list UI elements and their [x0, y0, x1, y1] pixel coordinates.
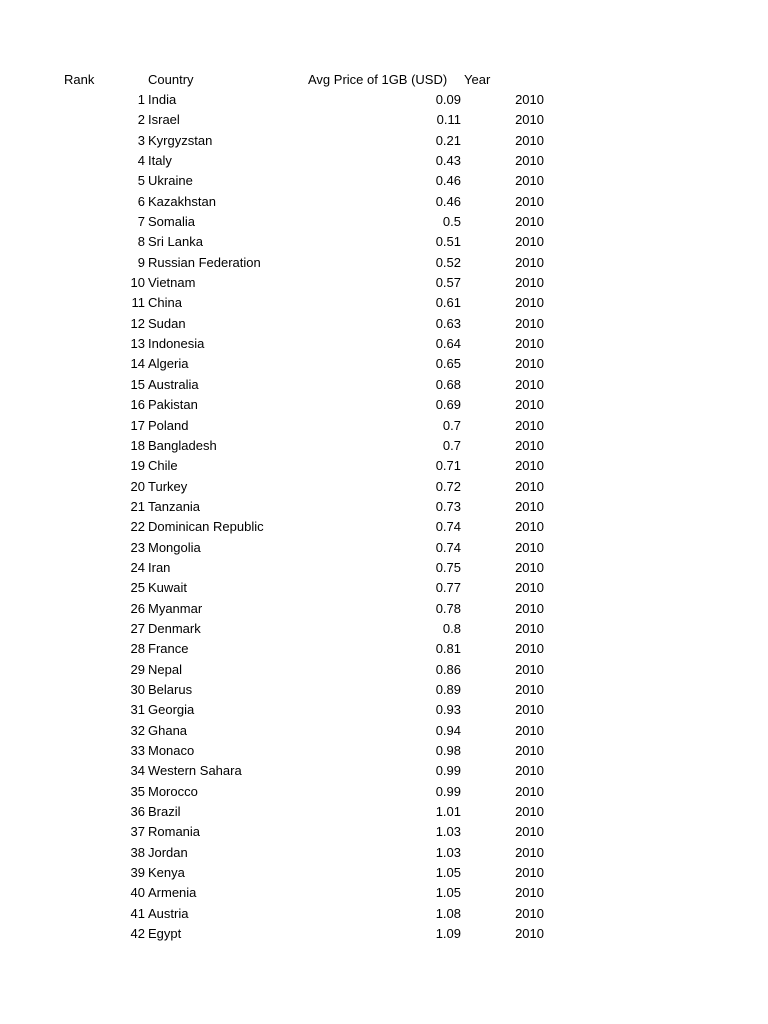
country-cell: Mongolia: [148, 539, 201, 555]
price-cell: 0.99: [435, 783, 461, 799]
year-cell: 2010: [515, 681, 544, 697]
table-row: [0, 639, 768, 659]
table-row: [0, 558, 768, 578]
country-cell: Pakistan: [148, 397, 198, 413]
table-row: [0, 171, 768, 191]
year-cell: 2010: [515, 783, 544, 799]
table-row: [0, 741, 768, 761]
rank-cell: 27: [130, 620, 145, 636]
country-cell: Belarus: [148, 681, 193, 697]
country-cell: Bangladesh: [148, 437, 217, 453]
country-cell: Chile: [148, 458, 178, 474]
rank-cell: 31: [130, 702, 145, 718]
table-row: [0, 273, 768, 293]
header-country: Country: [148, 72, 194, 87]
country-cell: Nepal: [148, 661, 182, 677]
rank-cell: 13: [130, 336, 145, 352]
year-cell: 2010: [515, 600, 544, 616]
rank-cell: 36: [130, 804, 145, 820]
year-cell: 2010: [515, 153, 544, 169]
country-cell: Tanzania: [148, 498, 201, 514]
year-cell: 2010: [515, 539, 544, 555]
year-cell: 2010: [515, 417, 544, 433]
year-cell: 2010: [515, 193, 544, 209]
price-cell: 0.21: [435, 132, 461, 148]
rank-cell: 29: [130, 661, 145, 677]
year-cell: 2010: [515, 905, 544, 921]
price-cell: 1.01: [435, 804, 461, 820]
price-cell: 1.03: [435, 824, 461, 840]
year-cell: 2010: [515, 336, 544, 352]
country-cell: Brazil: [148, 804, 181, 820]
country-cell: Jordan: [148, 844, 188, 860]
year-cell: 2010: [515, 254, 544, 270]
year-cell: 2010: [515, 315, 544, 331]
rank-cell: 37: [130, 824, 145, 840]
year-cell: 2010: [515, 397, 544, 413]
rank-cell: 10: [130, 275, 145, 291]
rank-cell: 22: [130, 519, 145, 535]
year-cell: 2010: [515, 804, 544, 820]
table-row: [0, 517, 768, 537]
country-cell: Kuwait: [148, 580, 188, 596]
price-cell: 0.43: [435, 153, 461, 169]
country-cell: Sudan: [148, 315, 186, 331]
year-cell: 2010: [515, 763, 544, 779]
country-cell: Armenia: [148, 885, 197, 901]
rank-cell: 19: [130, 458, 145, 474]
year-cell: 2010: [515, 376, 544, 392]
country-cell: Indonesia: [148, 336, 205, 352]
country-cell: Ukraine: [148, 173, 193, 189]
country-cell: India: [148, 92, 177, 107]
country-cell: Myanmar: [148, 600, 203, 616]
rank-cell: 26: [130, 600, 145, 616]
price-cell: 1.09: [435, 926, 461, 942]
price-cell: 0.61: [435, 295, 461, 311]
rank-cell: 7: [137, 214, 145, 230]
year-cell: 2010: [515, 356, 544, 372]
year-cell: 2010: [515, 112, 544, 128]
country-cell: Italy: [148, 153, 172, 169]
header-rank: Rank: [64, 72, 95, 87]
rank-cell: 23: [130, 539, 145, 555]
table-row: [0, 883, 768, 903]
price-cell: 0.57: [435, 275, 461, 291]
rank-cell: 5: [137, 173, 145, 189]
price-cell: 0.93: [435, 702, 461, 718]
price-cell: 0.99: [435, 763, 461, 779]
rank-cell: 33: [130, 743, 145, 758]
year-cell: 2010: [515, 661, 544, 677]
price-cell: 0.64: [435, 336, 461, 352]
country-cell: Kenya: [148, 865, 185, 881]
rank-cell: 24: [130, 559, 145, 575]
price-cell: 0.5: [442, 214, 461, 230]
table-row: [0, 863, 768, 883]
table-row: [0, 131, 768, 151]
table-row: [0, 924, 768, 944]
year-cell: 2010: [515, 173, 544, 189]
price-cell: 0.77: [435, 580, 461, 596]
table-row: [0, 375, 768, 395]
rank-cell: 9: [137, 254, 145, 270]
price-cell: 0.74: [435, 539, 461, 555]
country-cell: France: [148, 641, 189, 657]
country-cell: Ghana: [148, 722, 188, 738]
price-cell: 0.46: [435, 193, 461, 209]
table-row: [0, 822, 768, 842]
price-cell: 0.81: [435, 641, 461, 657]
year-cell: 2010: [515, 926, 544, 942]
price-cell: 0.65: [435, 356, 461, 372]
table-row: [0, 761, 768, 781]
country-cell: Kazakhstan: [148, 193, 216, 209]
rank-cell: 25: [130, 580, 145, 596]
rank-cell: 32: [130, 722, 145, 738]
rank-cell: 20: [130, 478, 145, 494]
rank-cell: 8: [137, 234, 145, 250]
price-cell: 0.7: [442, 437, 461, 453]
price-cell: 0.89: [435, 681, 461, 697]
country-cell: Western Sahara: [148, 763, 242, 779]
header-row: [0, 70, 768, 90]
table-row: [0, 680, 768, 700]
year-cell: 2010: [515, 885, 544, 901]
price-cell: 1.08: [435, 905, 461, 921]
table-row: [0, 395, 768, 415]
price-cell: 0.63: [435, 315, 461, 331]
data-table: [0, 70, 768, 944]
country-cell: Dominican Republic: [148, 519, 264, 535]
price-cell: 0.98: [435, 743, 461, 758]
table-row: [0, 456, 768, 476]
price-cell: 0.94: [435, 722, 461, 738]
country-cell: Turkey: [148, 478, 188, 494]
year-cell: 2010: [515, 702, 544, 718]
year-cell: 2010: [515, 824, 544, 840]
year-cell: 2010: [515, 275, 544, 291]
price-cell: 1.03: [435, 844, 461, 860]
table-row: [0, 212, 768, 232]
country-cell: Denmark: [148, 620, 201, 636]
rank-cell: 30: [130, 681, 145, 697]
table-row: [0, 293, 768, 313]
year-cell: 2010: [515, 722, 544, 738]
year-cell: 2010: [515, 844, 544, 860]
country-cell: Sri Lanka: [148, 234, 203, 250]
rank-cell: 3: [137, 132, 145, 148]
rank-cell: 35: [130, 783, 145, 799]
table-row: [0, 192, 768, 212]
rank-cell: 38: [130, 844, 145, 860]
table-row: [0, 843, 768, 863]
price-cell: 0.69: [435, 397, 461, 413]
country-cell: Austria: [148, 905, 189, 921]
price-cell: 0.71: [435, 458, 461, 474]
price-cell: 0.72: [435, 478, 461, 494]
rank-cell: 4: [137, 153, 145, 169]
price-cell: 0.8: [442, 620, 461, 636]
year-cell: 2010: [515, 132, 544, 148]
price-cell: 0.74: [435, 519, 461, 535]
rank-cell: 21: [130, 498, 145, 514]
country-cell: Israel: [148, 112, 180, 128]
table-row: [0, 660, 768, 680]
country-cell: Georgia: [148, 702, 195, 718]
year-cell: 2010: [515, 620, 544, 636]
country-cell: Vietnam: [148, 275, 196, 291]
country-cell: Egypt: [148, 926, 182, 942]
table-row: [0, 619, 768, 639]
price-cell: 0.52: [435, 254, 461, 270]
price-cell: 0.51: [435, 234, 461, 250]
price-cell: 0.75: [435, 559, 461, 575]
table-row: [0, 253, 768, 273]
year-cell: 2010: [515, 295, 544, 311]
country-cell: Somalia: [148, 214, 195, 230]
table-row: [0, 599, 768, 619]
country-cell: Romania: [148, 824, 201, 840]
country-cell: Kyrgyzstan: [148, 132, 213, 148]
table-row: [0, 700, 768, 720]
rank-cell: 14: [130, 356, 145, 372]
rank-cell: 1: [137, 92, 145, 107]
year-cell: 2010: [515, 234, 544, 250]
price-cell: 0.68: [435, 376, 461, 392]
table-row: [0, 436, 768, 456]
year-cell: 2010: [515, 641, 544, 657]
rank-cell: 41: [130, 905, 145, 921]
rank-cell: 34: [130, 763, 145, 779]
rank-cell: 16: [130, 397, 145, 413]
price-cell: 0.11: [436, 112, 461, 128]
rank-cell: 12: [130, 315, 145, 331]
price-cell: 0.46: [435, 173, 461, 189]
rank-cell: 17: [130, 417, 145, 433]
table-row: [0, 904, 768, 924]
table-row: [0, 538, 768, 558]
table-row: [0, 721, 768, 741]
country-cell: Monaco: [148, 743, 195, 758]
year-cell: 2010: [515, 865, 544, 881]
table-row: [0, 354, 768, 374]
rank-cell: 11: [131, 295, 145, 311]
year-cell: 2010: [515, 92, 544, 107]
country-cell: Poland: [148, 417, 189, 433]
price-cell: 0.86: [435, 661, 461, 677]
table-row: [0, 314, 768, 334]
country-cell: Algeria: [148, 356, 189, 372]
country-cell: China: [148, 295, 182, 311]
year-cell: 2010: [515, 498, 544, 514]
rank-cell: 42: [130, 926, 145, 942]
rank-cell: 15: [130, 376, 145, 392]
rank-cell: 39: [130, 865, 145, 881]
year-cell: 2010: [515, 478, 544, 494]
country-cell: Australia: [148, 376, 199, 392]
table-row: [0, 110, 768, 130]
header-year: Year: [464, 72, 491, 87]
country-cell: Russian Federation: [148, 254, 261, 270]
price-cell: 1.05: [435, 865, 461, 881]
year-cell: 2010: [515, 458, 544, 474]
table-row: [0, 416, 768, 436]
year-cell: 2010: [515, 214, 544, 230]
year-cell: 2010: [515, 559, 544, 575]
table-row: [0, 578, 768, 598]
year-cell: 2010: [515, 580, 544, 596]
rank-cell: 28: [130, 641, 145, 657]
price-cell: 0.09: [435, 92, 461, 107]
country-cell: Morocco: [148, 783, 198, 799]
table-row: [0, 497, 768, 517]
table-row: [0, 334, 768, 354]
table-row: [0, 90, 768, 110]
price-cell: 0.78: [435, 600, 461, 616]
table-body: [0, 90, 768, 944]
table-row: [0, 477, 768, 497]
table-row: [0, 232, 768, 252]
year-cell: 2010: [515, 437, 544, 453]
table-row: [0, 782, 768, 802]
year-cell: 2010: [515, 519, 544, 535]
rank-cell: 6: [137, 193, 145, 209]
header-price: Avg Price of 1GB (USD): [308, 72, 448, 87]
rank-cell: 40: [130, 885, 145, 901]
rank-cell: 18: [130, 437, 145, 453]
table-row: [0, 802, 768, 822]
table-row: [0, 151, 768, 171]
year-cell: 2010: [515, 743, 544, 758]
country-cell: Iran: [148, 559, 171, 575]
rank-cell: 2: [137, 112, 145, 128]
price-cell: 1.05: [435, 885, 461, 901]
price-cell: 0.73: [435, 498, 461, 514]
price-cell: 0.7: [442, 417, 461, 433]
